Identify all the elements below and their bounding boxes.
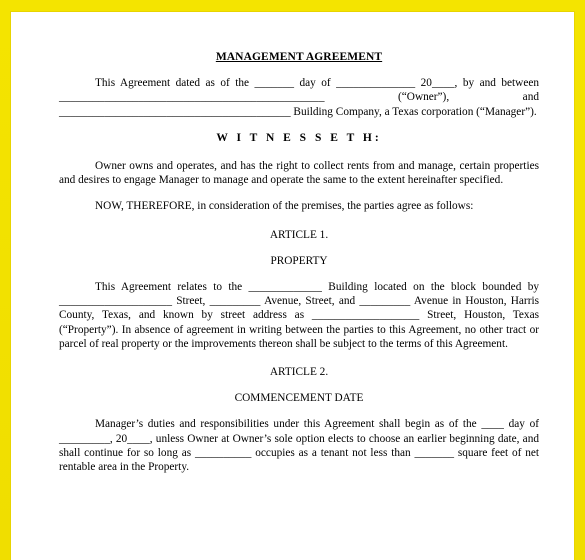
preamble-paragraph: This Agreement dated as of the _______ day of ______________ 20____, by and between _______________________________________________ (“Owner”), and _________________________________________ Building Company, a Texas corporation (“Manager”). (59, 77, 539, 118)
document-title: MANAGEMENT AGREEMENT (215, 51, 383, 63)
document-page (11, 12, 574, 560)
recital-paragraph: Owner owns and operates, and has the right to collect rents from and manage, certain properties and desires to engage Manager to manage and operate the same to the extent hereinafter specified. (59, 160, 539, 187)
witnesseth-heading: W I T N E S S E T H: (216, 131, 382, 144)
document-body (59, 50, 539, 474)
article-1-title: PROPERTY (270, 254, 328, 267)
article-1-paragraph: This Agreement relates to the _____________ Building located on the block bounded by ____________________ Street, _________ Avenue, Street, and _________ Avenue in Houston, Harris County, Texas, and known by street address as ___________________ Street, Houston, Texas (“Property”). In absence of agreement in writing between the parties to this Agreement, no other tract or parcel of real property or the improvements thereon shall be subject to the terms of this Agreement. (59, 281, 539, 350)
article-1-number: ARTICLE 1. (269, 228, 329, 241)
article-2-title: COMMENCEMENT DATE (234, 392, 364, 405)
now-therefore-paragraph: NOW, THEREFORE, in consideration of the premises, the parties agree as follows: (95, 200, 474, 213)
article-2-paragraph: Manager’s duties and responsibilities under this Agreement shall begin as of the ____ day of _________, 20____, unless Owner at Owner’s sole option elects to choose an earlier beginning date, and shall continue for so long as __________ occupies as a tenant not less than _______ square feet of net rentable area in the Property. (59, 418, 539, 474)
article-2-number: ARTICLE 2. (269, 366, 329, 379)
